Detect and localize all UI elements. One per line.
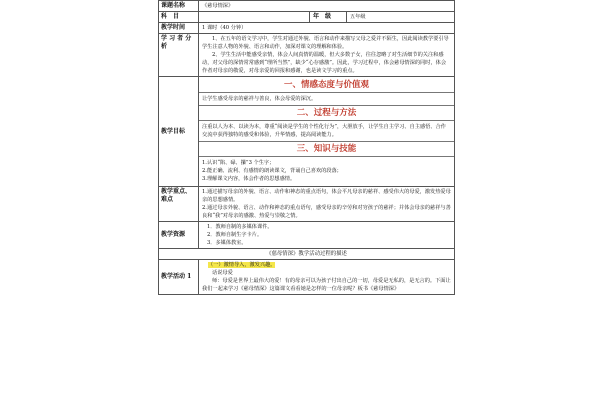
- time-row: [158, 23, 455, 34]
- keypoints-label: 教学重点、难点: [159, 187, 199, 221]
- subject-value: [199, 12, 309, 22]
- resource-line: 2．教师自制生字卡片。: [207, 232, 263, 238]
- subject-label: 科 目: [159, 12, 199, 22]
- activity-step-title: （一）激情导入，激发兴趣。: [208, 262, 276, 268]
- grade-label: 年 级: [309, 12, 347, 22]
- time-value: 1 课时（40 分钟）: [202, 25, 247, 31]
- analysis-paragraph: 1、在五年的语文学习中，学生对通过外貌、语言和动作来描写父母之爱并不陌生，因此阅读教学要引导学生注意人物的外貌、语言和动作，加深对课文的理解和体验。: [202, 36, 449, 50]
- grade-value: 五年级: [350, 14, 366, 20]
- keypoints-row: [158, 187, 455, 222]
- analysis-paragraph: 2、学生生活中能感受亲情，体会人间真情的温暖，但大多数子女，往往忽略了对生活细节的关注和感动，对父母的深情常常感到“理所当然”，缺少“心存感激”。因此，学习过程中，体会慈母情深的同时，体会作者对母亲的敬爱，对母亲爱的回报和感谢，也是读文学习的重点。: [202, 52, 447, 74]
- activity-line: 师：母爱是世界上最伟大的爱！有的母亲可以为孩子付出自己的一切，母爱是无私的，是无言的。下面让我们一起来学习《慈母情深》这篇课文看看她是怎样的一位母亲呢？板书《慈母情深》: [202, 278, 451, 292]
- activity-label: 教学活动 1: [159, 260, 199, 294]
- keypoints-value: [199, 187, 454, 221]
- goals-label: 教学目标: [159, 77, 199, 186]
- goals-line: 2.能正确、流利、有感情的朗读课文，背诵自己喜欢的段落；: [202, 168, 342, 174]
- goals-section-heading: 二、过程与方法: [199, 106, 454, 121]
- resource-line: 1．教师自制的多媒体课件。: [207, 224, 273, 230]
- goals-row: [158, 77, 455, 187]
- keypoint-line: 1.通过描写母亲的外貌、语言、动作和神态的重点语句，体会平凡母亲的慈祥、感受伟大的母爱，激发热爱母亲的思想感情。: [202, 189, 451, 203]
- activity-value: [199, 260, 454, 294]
- lesson-plan-document: [158, 0, 455, 400]
- analysis-label: 学 习 者 分 析: [159, 34, 199, 76]
- goals-line: 注重以人为本、以读为本，尊重“阅读是学生的个性化行为”，大胆放手，让学生自主学习、自主感悟、合作交流中获得独特的感受和体验，升华情感，提高阅读能力。: [202, 124, 446, 138]
- analysis-value: [199, 34, 454, 76]
- subject-grade-row: [158, 12, 455, 23]
- goals-section-body: [199, 93, 454, 106]
- resources-value: [199, 222, 454, 248]
- goals-line: 3.理解课文内容，体会作者的思想感情。: [202, 176, 296, 182]
- goals-line: 让学生感受母亲的慈祥与善良，体会母爱的深沉。: [202, 96, 317, 102]
- title-value: 《慈母情深》: [202, 3, 234, 9]
- keypoint-line: 2.通过母亲外貌、语言、动作和神态的重点语句，感受母亲的辛劳和对穷孩子的慈祥；并体会母亲的慈祥与善良和“我”对母亲的感激、热爱与崇敬之情。: [202, 205, 451, 219]
- title-row: [158, 0, 455, 12]
- goals-section-body: [199, 121, 454, 142]
- goals-line: 1.认识“陷、碌、攥”3 个生字；: [202, 160, 275, 166]
- goals-section-body: [199, 157, 454, 185]
- goals-section-heading: 一、情感态度与价值观: [199, 78, 454, 93]
- title-label: 课题名称: [159, 1, 199, 11]
- goals-value: [199, 77, 454, 186]
- resources-row: [158, 222, 455, 249]
- analysis-row: [158, 34, 455, 77]
- time-label: 教学时间: [159, 23, 199, 33]
- activity-title-row: [158, 249, 455, 260]
- resources-label: 教学资源: [159, 222, 199, 248]
- resource-line: 3．多媒体教室。: [207, 240, 247, 246]
- goals-section-heading: 三、知识与技能: [199, 142, 454, 157]
- activity-row: [158, 260, 455, 295]
- activity-table-title: 《慈母情深》教学活动过程的描述: [266, 251, 347, 257]
- activity-line: 话说母爱: [212, 270, 233, 276]
